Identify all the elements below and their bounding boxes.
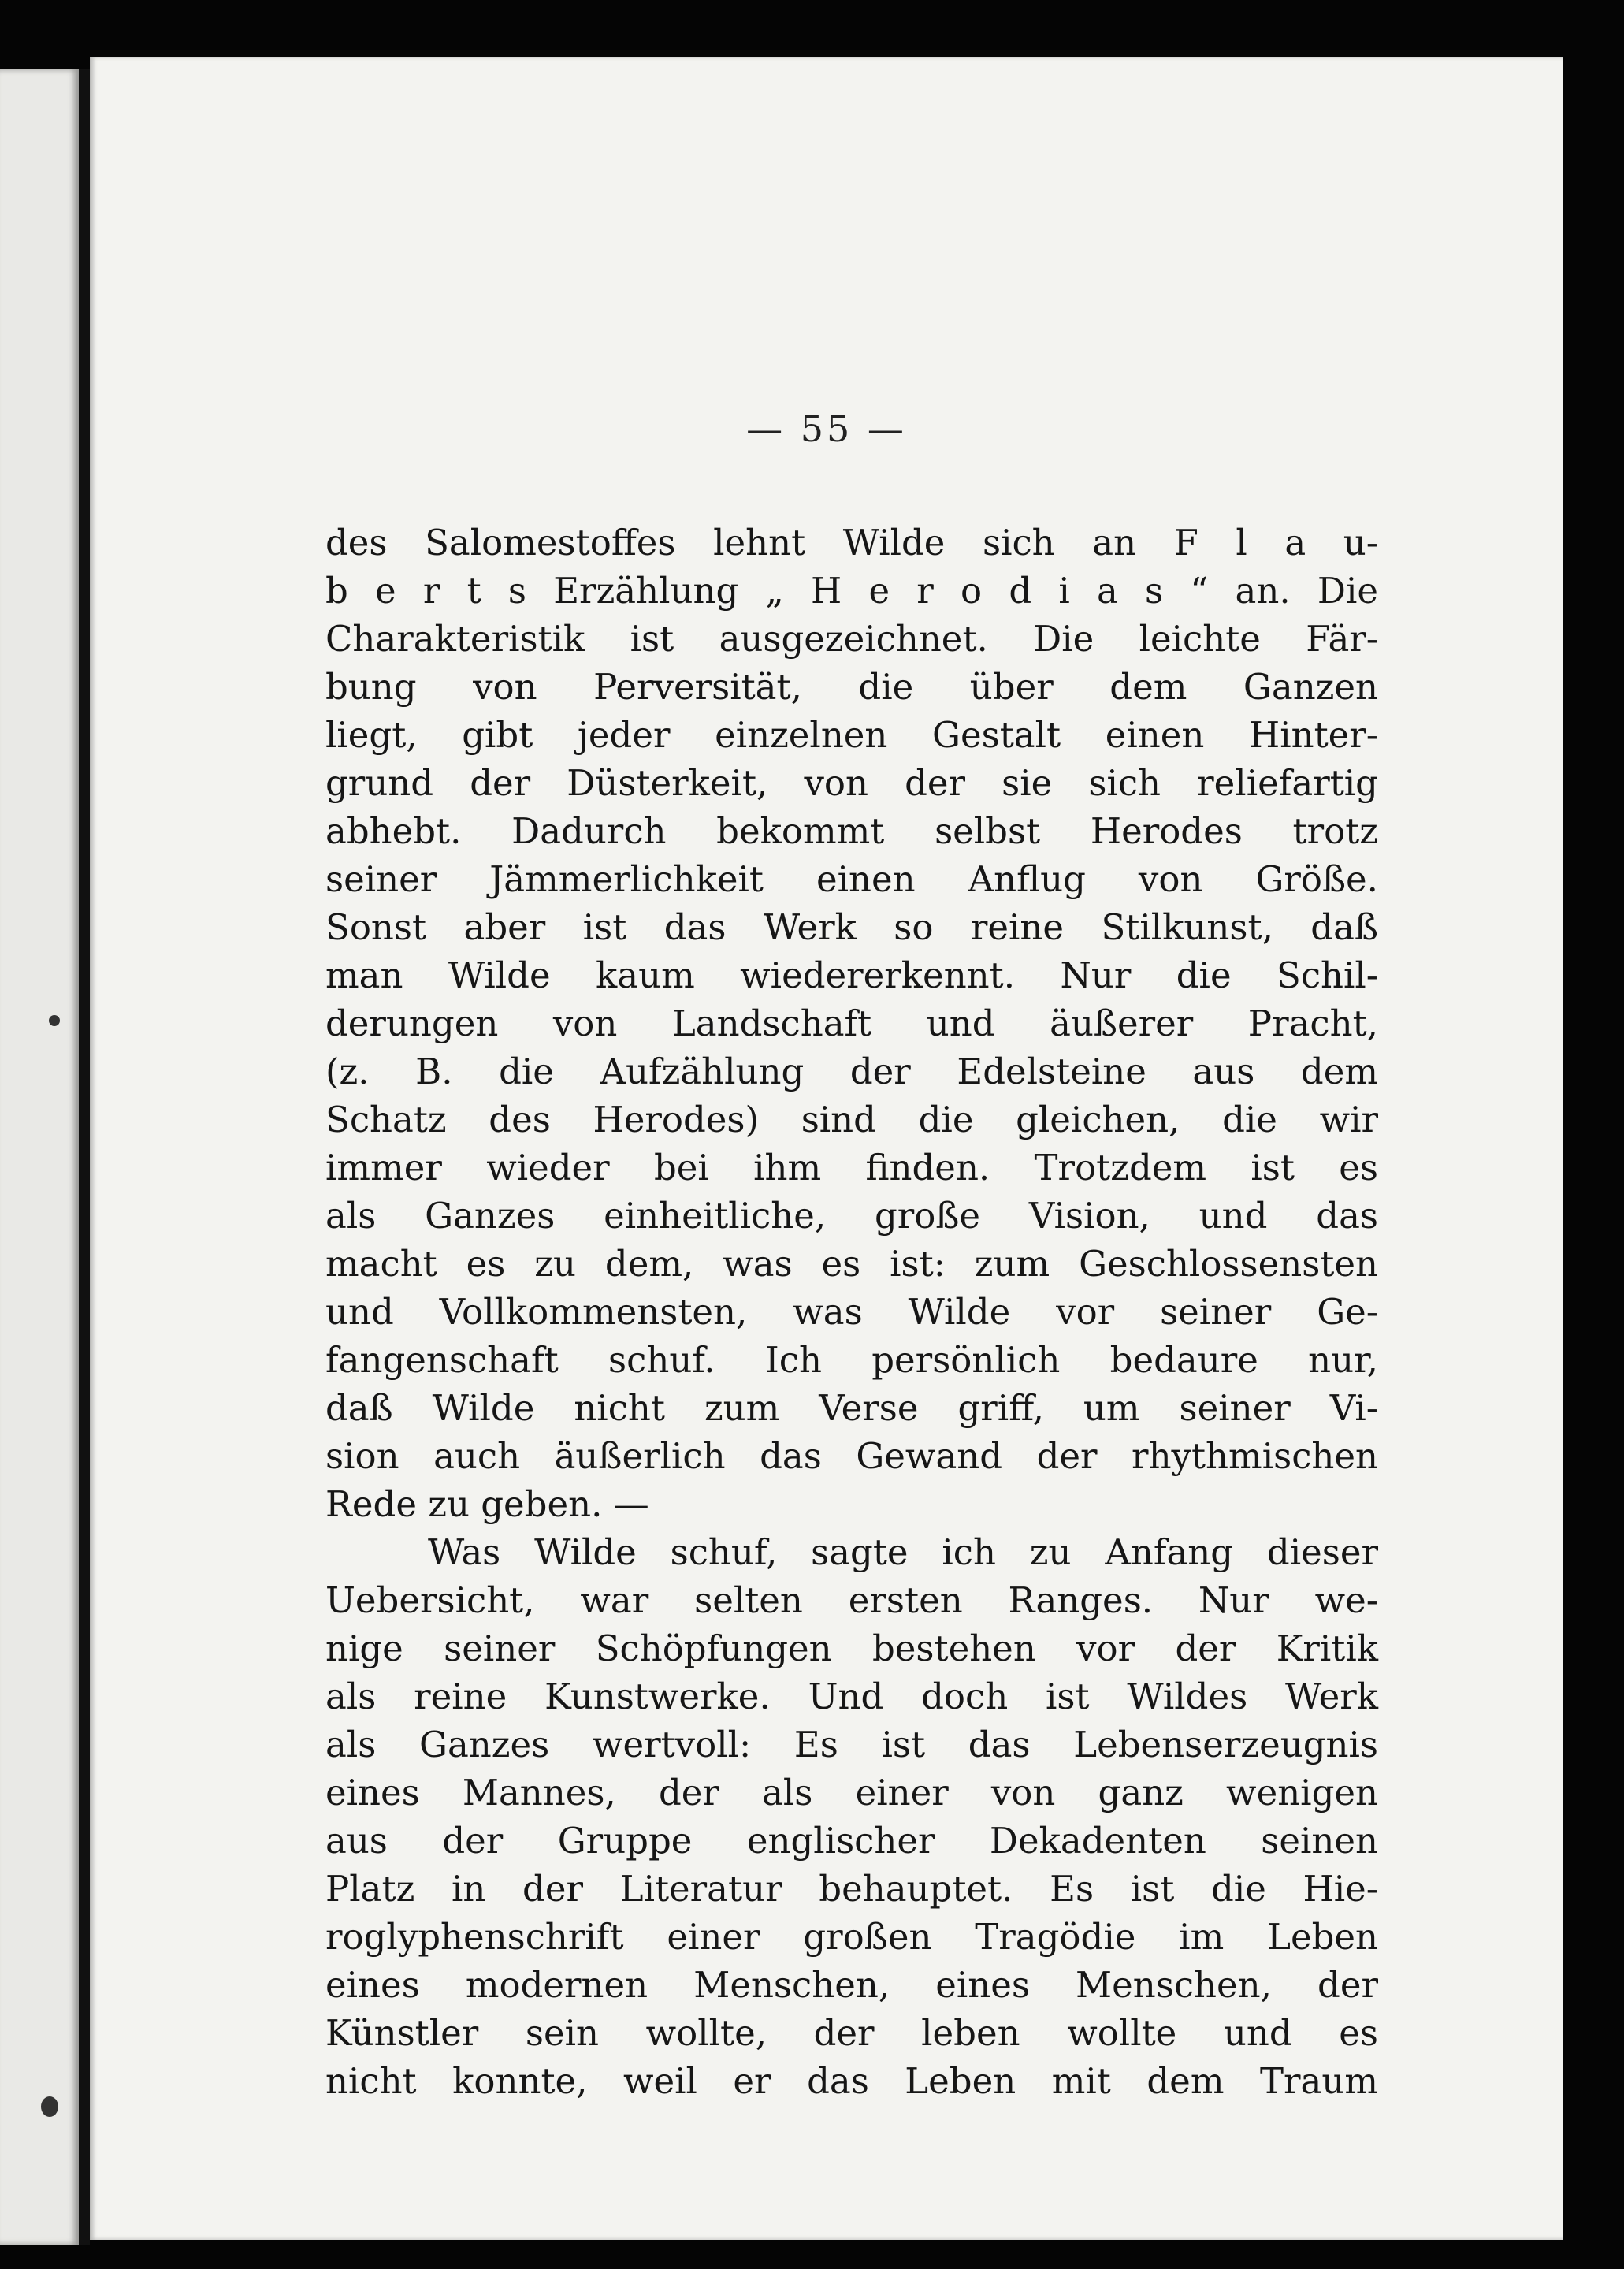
- text-line: immer wieder bei ihm finden. Trotzdem ist es: [325, 1147, 1378, 1188]
- text-line: Was Wilde schuf, sagte ich zu Anfang dieser: [428, 1531, 1378, 1573]
- text-line: liegt, gibt jeder einzelnen Gestalt einen Hinter-: [325, 714, 1378, 756]
- text-line: und Vollkommensten, was Wilde vor seiner Ge-: [325, 1291, 1378, 1333]
- text-line: Sonst aber ist das Werk so reine Stilkunst, daß: [325, 906, 1378, 948]
- page-mark: [41, 2096, 58, 2117]
- text-line: Schatz des Herodes) sind die gleichen, die wir: [325, 1099, 1378, 1140]
- text-line: derungen von Landschaft und äußerer Pracht,: [325, 1002, 1378, 1044]
- text-line: seiner Jämmerlichkeit einen Anflug von Größe.: [325, 858, 1378, 900]
- previous-page-edge: [0, 69, 79, 2245]
- text-line: Charakteristik ist ausgezeichnet. Die leichte Fär-: [325, 618, 1378, 660]
- page-gutter: [79, 69, 90, 2245]
- text-line: bung von Perversität, die über dem Ganzen: [325, 666, 1378, 708]
- text-line: des Salomestoffes lehnt Wilde sich an F l a u-: [325, 522, 1378, 564]
- page-number: — 55 —: [746, 407, 907, 450]
- text-line: nicht konnte, weil er das Leben mit dem Traum: [325, 2060, 1378, 2102]
- text-line: Platz in der Literatur behauptet. Es ist die Hie-: [325, 1868, 1378, 1910]
- text-line: nige seiner Schöpfungen bestehen vor der Kritik: [325, 1627, 1378, 1669]
- text-line: Rede zu geben. —: [325, 1483, 649, 1525]
- text-line: eines modernen Menschen, eines Menschen, der: [325, 1964, 1378, 2006]
- book-page: [90, 57, 1563, 2240]
- text-line: fangenschaft schuf. Ich persönlich bedaure nur,: [325, 1339, 1378, 1381]
- page-mark: [49, 1015, 60, 1026]
- text-line: (z. B. die Aufzählung der Edelsteine aus dem: [325, 1051, 1378, 1092]
- text-line: roglyphenschrift einer großen Tragödie im Leben: [325, 1916, 1378, 1958]
- text-line: eines Mannes, der als einer von ganz wenigen: [325, 1772, 1378, 1813]
- text-line: grund der Düsterkeit, von der sie sich reliefartig: [325, 762, 1378, 804]
- text-line: Uebersicht, war selten ersten Ranges. Nur we-: [325, 1579, 1378, 1621]
- text-line: als reine Kunstwerke. Und doch ist Wildes Werk: [325, 1676, 1378, 1717]
- text-line: macht es zu dem, was es ist: zum Geschlossensten: [325, 1243, 1378, 1285]
- text-line: daß Wilde nicht zum Verse griff, um seiner Vi-: [325, 1387, 1378, 1429]
- text-line: man Wilde kaum wiedererkennt. Nur die Schil-: [325, 954, 1378, 996]
- body-text: [325, 519, 1378, 2105]
- text-line: als Ganzes einheitliche, große Vision, und das: [325, 1195, 1378, 1237]
- text-line: aus der Gruppe englischer Dekadenten seinen: [325, 1820, 1378, 1862]
- text-line: Künstler sein wollte, der leben wollte und es: [325, 2012, 1378, 2054]
- text-line: als Ganzes wertvoll: Es ist das Lebenserzeugnis: [325, 1724, 1378, 1765]
- text-line: sion auch äußerlich das Gewand der rhythmischen: [325, 1435, 1378, 1477]
- text-line: b e r t s Erzählung „ H e r o d i a s “ an. Die: [325, 570, 1378, 612]
- text-line: abhebt. Dadurch bekommt selbst Herodes trotz: [325, 810, 1378, 852]
